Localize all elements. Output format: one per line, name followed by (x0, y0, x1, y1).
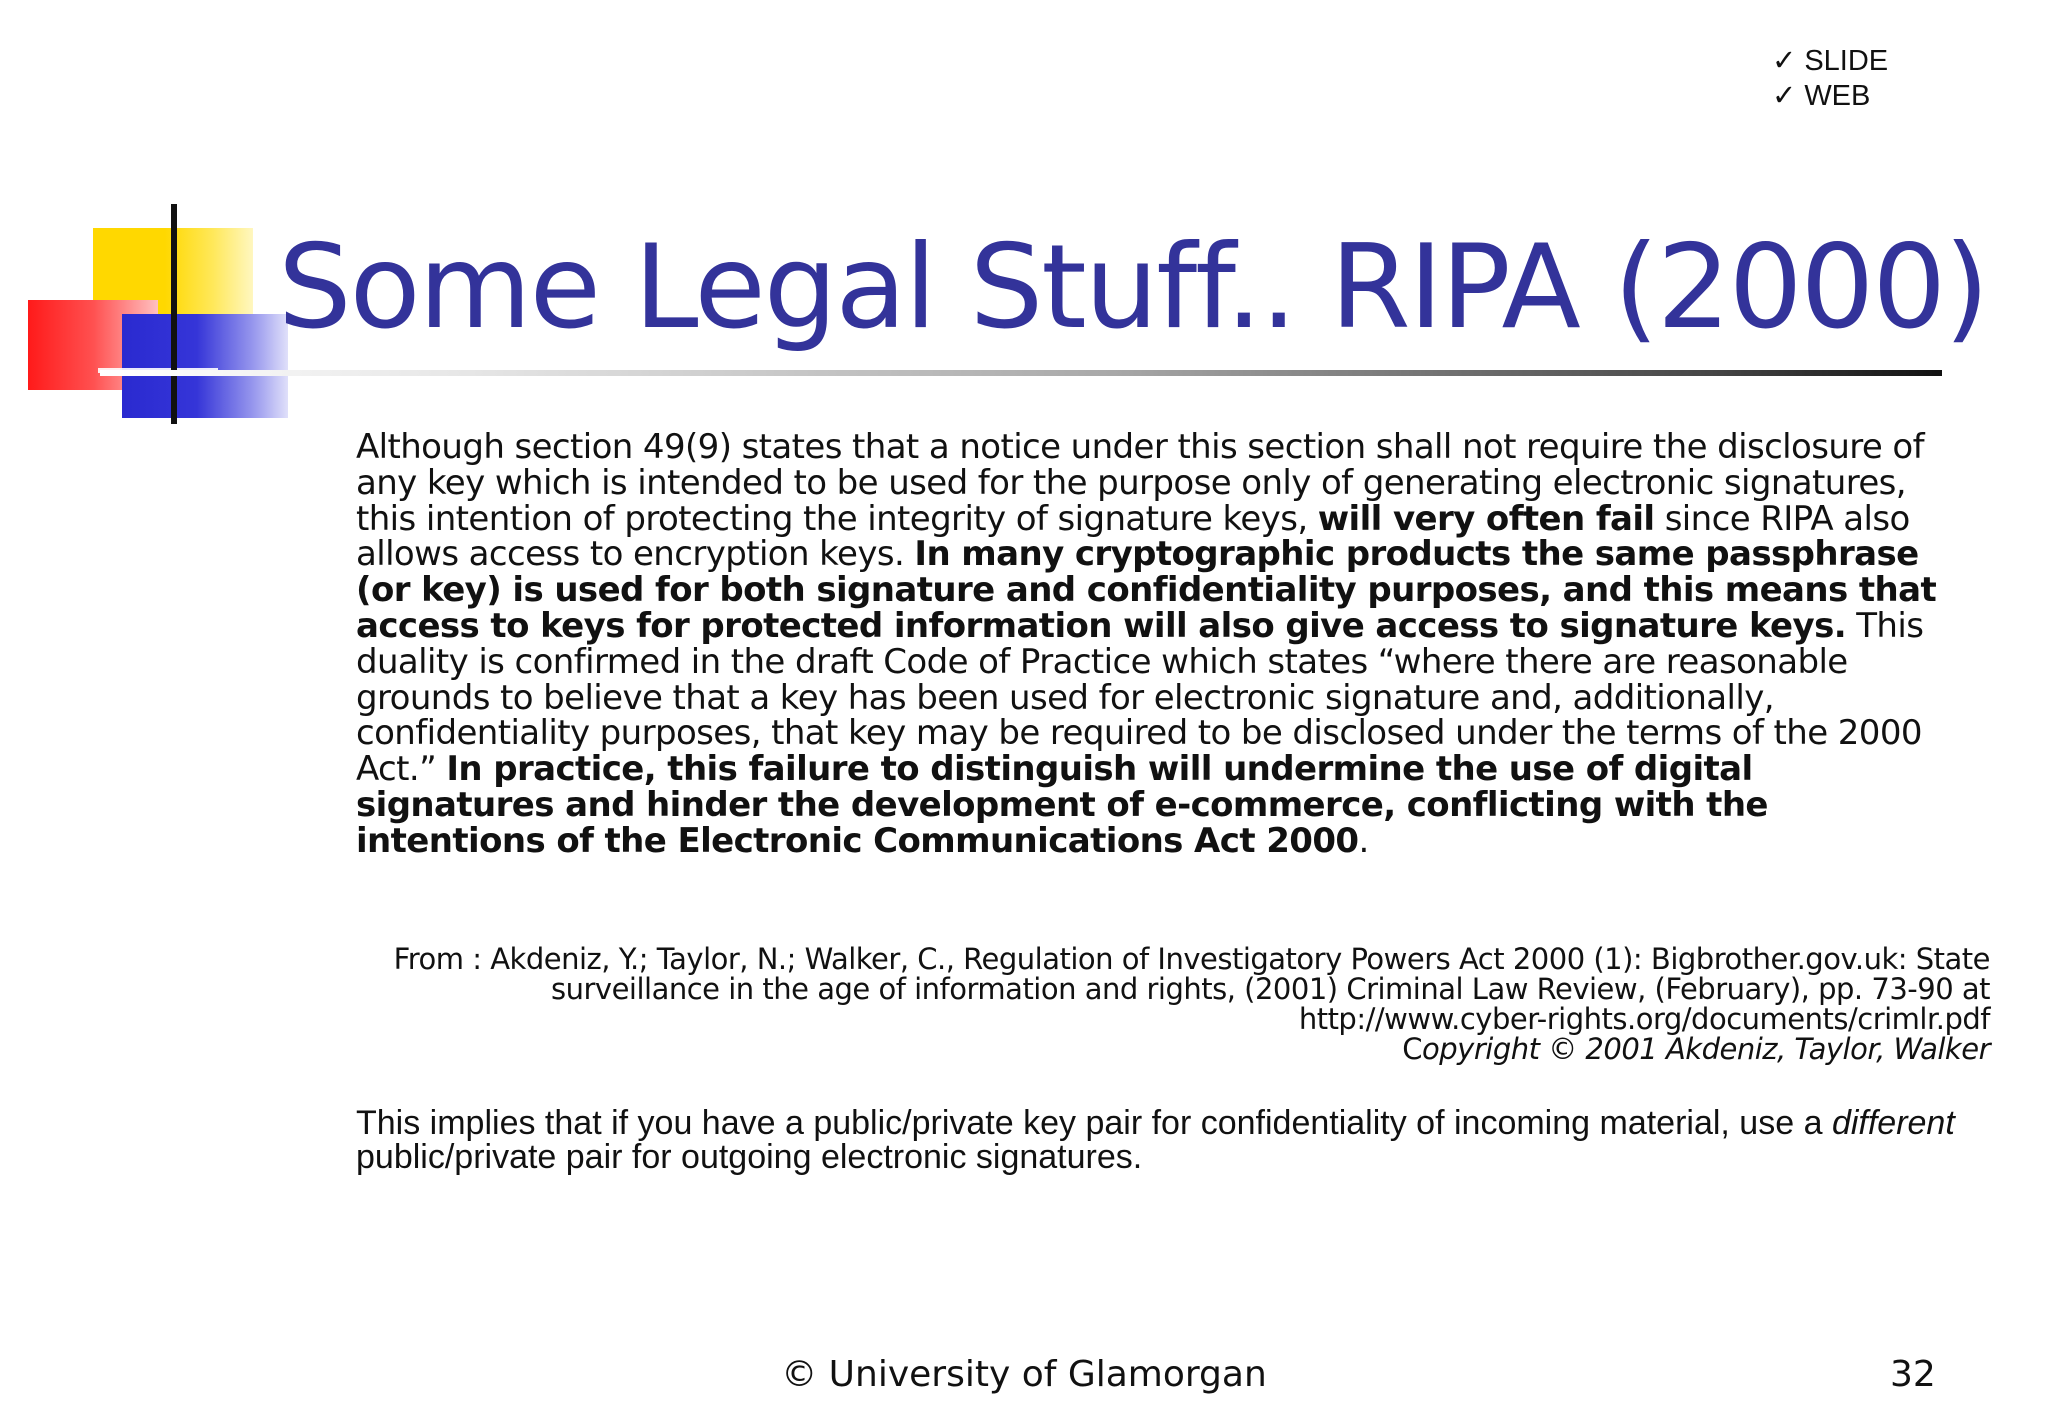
citation (340, 944, 1990, 1064)
decorative-squares-logo (28, 204, 298, 428)
page-number: 32 (1890, 1354, 1936, 1395)
citation-line: surveillance in the age of information and rights, (2001) Criminal Law Review, (February), pp. 73-90 at (551, 972, 1990, 1006)
citation-copyright (340, 1034, 1990, 1064)
slide-title: Some Legal Stuff.. RIPA (2000) (278, 220, 1988, 355)
check-icon: ✓ (1772, 80, 1797, 112)
quote-text: . (1358, 820, 1369, 861)
citation-line: From : Akdeniz, Y.; Taylor, N.; Walker, C., Regulation of Investigatory Powers Act 2000 (1): Bigbrother.gov.uk: State (393, 942, 1990, 976)
citation-url: http://www.cyber-rights.org/documents/crimlr.pdf (1298, 1002, 1990, 1036)
quote-emphasis: In many cryptographic products the same passphrase (or key) is used for both signature and confidentiality purposes, and this means that access to keys for protected information will also give access to signature keys. (356, 534, 1937, 646)
vertical-bar (171, 204, 177, 424)
implication-emphasis: different (1831, 1104, 1955, 1142)
implication-text: public/private pair for outgoing electronic signatures. (356, 1138, 1143, 1176)
copyright-text: opyright © 2001 Akdeniz, Taylor, Walker (1422, 1032, 1990, 1066)
quote-paragraph (356, 427, 1956, 861)
quote-emphasis: In practice, this failure to distinguish will undermine the use of digital signatures and hinder the development of e-commerce, conflicting with the intentions of the Electronic Communications Act 2000 (356, 749, 1768, 861)
copyright-initial: C (1402, 1032, 1423, 1066)
title-underline (100, 370, 1942, 376)
implication-paragraph (356, 1106, 1996, 1174)
blue-square (122, 314, 288, 418)
quote-text: This duality is confirmed in the draft Code of Practice which states “where there are reasonable grounds to believe that a key has been used for electronic signature and, additionally, confidentiality purposes, that key may be required to be disclosed under the terms of the 2000 Act.” (356, 605, 1924, 790)
checklist-label: WEB (1804, 80, 1871, 112)
checklist (1772, 44, 1888, 114)
quote-text: Although section 49(9) states that a notice under this section shall not require the disclosure of any key which is intended to be used for the purpose only of generating electronic signatures, this intention of protecting the integrity of signature keys, (356, 427, 1925, 539)
checklist-item (1772, 44, 1888, 79)
quote-text: since RIPA also allows access to encryption keys. (356, 498, 1910, 575)
checklist-item (1772, 79, 1888, 114)
footer-copyright: © University of Glamorgan (781, 1354, 1267, 1395)
implication-text: This implies that if you have a public/private key pair for confidentiality of incoming material, use a (356, 1104, 1832, 1142)
check-icon: ✓ (1772, 45, 1797, 77)
checklist-label: SLIDE (1804, 45, 1889, 77)
quote-emphasis: will very often fail (1317, 498, 1655, 539)
